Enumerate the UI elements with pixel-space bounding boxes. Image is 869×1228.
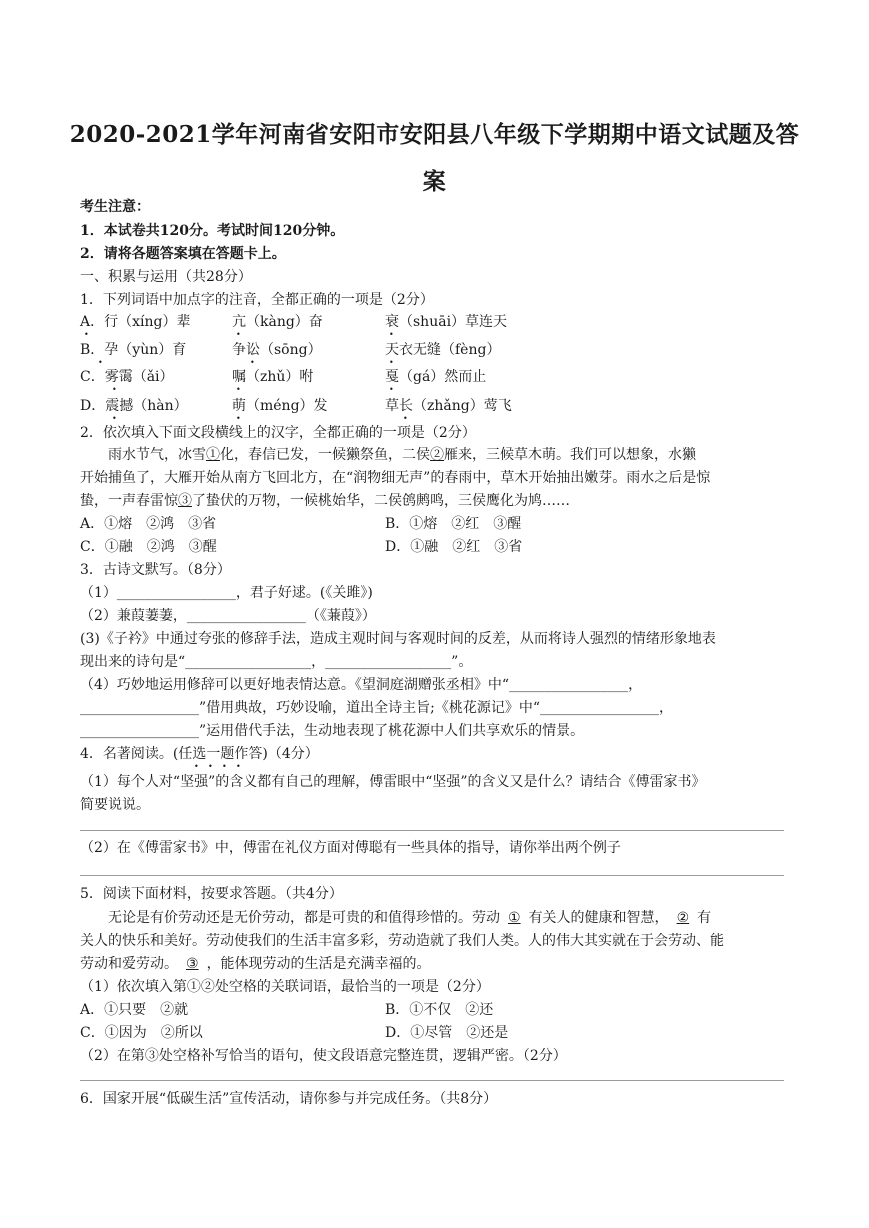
q1-option-a1: A．行（xíng）辈	[80, 314, 191, 330]
q3-item-3-line2: 现出来的诗句是“__________________，__________________”。	[80, 654, 473, 670]
q5-blank-3: ③	[186, 956, 199, 972]
q2-blank-3: ③	[178, 493, 192, 509]
emphasis-dot: •	[236, 414, 241, 423]
emphasis-dot: •	[389, 385, 394, 394]
emphasis-dot: •	[403, 414, 408, 423]
q1-option-c2: 嘱（zhǔ）咐	[232, 369, 314, 385]
q1-option-b1: B．孕（yùn）育	[80, 342, 187, 358]
notice-heading: 考生注意：	[80, 199, 150, 215]
q5-sub2-stem: （2）在第③处空格补写恰当的语句，使文段语意完整连贯，逻辑严密。（2分）	[80, 1048, 567, 1064]
q5-text: ，能体现劳动的生活是充满幸福的。	[206, 956, 431, 972]
q5-option-a: A．①只要 ②就	[80, 1002, 189, 1018]
q5-passage-line2: 关人的快乐和美好。劳动使我们的生活丰富多彩，劳动造就了我们人类。人的伟大其实就在于会劳动、能	[80, 933, 724, 949]
q1-option-b2: 争讼（sōng）	[232, 342, 322, 358]
answer-line	[80, 830, 784, 831]
q3-stem: 3．古诗文默写。（8分）	[80, 562, 231, 578]
q2-text: 蛰，一声春雷惊	[80, 493, 178, 509]
q3-item-4-line2: _________________”借用典故，巧妙设喻，道出全诗主旨;《桃花源记》中“_________________，	[80, 700, 674, 716]
notice-item-2: 2．请将各题答案填在答题卡上。	[80, 246, 286, 262]
q3-item-4-line1: （4）巧妙地运用修辞可以更好地表情达意。《望洞庭湖赠张丞相》中“_________________，	[80, 677, 643, 693]
q5-blank-2: ②	[676, 910, 690, 926]
q5-stem: 5．阅读下面材料，按要求答题。（共4分）	[80, 886, 343, 902]
q2-option-b: B．①熔 ②红 ③醒	[385, 516, 522, 532]
q3-item-3-line1: (3)《子衿》中通过夸张的修辞手法，造成主观时间与客观时间的反差，从而将诗人强烈的情绪形象地表	[80, 631, 716, 647]
document-title-line2: 案	[422, 168, 447, 195]
q4-part1-line2: 简要说说。	[80, 797, 150, 813]
q3-item-1: （1）_________________，君子好逑。(《关雎》)	[80, 585, 373, 601]
emphasis-dot: •	[250, 358, 255, 367]
q5-text: 有关人的健康和智慧，	[528, 910, 669, 926]
q2-passage-line1	[108, 446, 696, 464]
q2-option-d: D．①融 ②红 ③省	[385, 539, 523, 555]
q1-option-c1: C．雾霭（ǎi）	[80, 369, 174, 385]
emphasis-dot: •	[222, 762, 227, 771]
q1-option-b3: 天衣无缝（fèng）	[385, 342, 501, 358]
q2-text: 雁来，三候草木萌。我们可以想象，水獭	[444, 447, 696, 463]
q2-text: 了蛰伏的万物，一候桃始华，二侯鸧鹒鸣，三侯鹰化为鸠……	[192, 493, 570, 509]
q5-text: 有	[697, 910, 712, 926]
q2-blank-2: ②	[430, 447, 444, 463]
emphasis-dot: •	[236, 330, 241, 339]
q1-option-d2: 萌（méng）发	[232, 398, 328, 414]
q1-option-a3: 衰（shuāi）草连天	[385, 314, 508, 330]
q5-passage-line3	[80, 955, 431, 973]
q4-part1-line1: （1）每个人对“坚强”的含义都有自己的理解，傅雷眼中“坚强”的含义又是什么？请结合《傅雷家书》	[80, 774, 706, 790]
q5-option-c: C．①因为 ②所以	[80, 1025, 203, 1041]
q1-option-d3: 草长（zhǎng）莺飞	[385, 398, 512, 414]
q2-option-c: C．①融 ②鸿 ③醒	[80, 539, 217, 555]
section-heading-1: 一、积累与运用（共28分）	[80, 269, 252, 285]
q1-option-d1: D．震撼（hàn）	[80, 398, 188, 414]
q1-option-a2: 亢（kàng）奋	[232, 314, 323, 330]
q4-stem: 4．名著阅读。(任选一题作答)（4分）	[80, 746, 319, 762]
emphasis-dot: •	[389, 358, 394, 367]
q5-option-b: B．①不仅 ②还	[385, 1002, 494, 1018]
q5-option-d: D．①尽管 ②还是	[385, 1025, 509, 1041]
emphasis-dot: •	[194, 762, 199, 771]
q2-passage-line3	[80, 492, 570, 510]
q1-option-c3: 戛（gá）然而止	[385, 369, 487, 385]
q2-text: 雨水节气，冰雪	[108, 447, 206, 463]
notice-item-1: 1．本试卷共120分。考试时间120分钟。	[80, 223, 345, 239]
q3-item-2: （2）兼葭萋萋，_________________（《蒹葭》）	[80, 608, 376, 624]
emphasis-dot: •	[112, 385, 117, 394]
answer-line	[80, 875, 784, 876]
emphasis-dot: •	[84, 330, 89, 339]
q5-blank-1: ①	[508, 910, 521, 926]
emphasis-dot: •	[236, 385, 241, 394]
emphasis-dot: •	[98, 358, 103, 367]
emphasis-dot: •	[208, 762, 213, 771]
emphasis-dot: •	[389, 330, 394, 339]
q2-blank-1: ①	[206, 447, 220, 463]
q2-passage-line2: 开始捕鱼了，大雁开始从南方飞回北方，在“润物细无声”的春雨中，草木开始抽出嫩芽。雨水之后是惊	[80, 470, 711, 486]
q5-passage-line1	[108, 909, 711, 927]
q1-stem: 1．下列词语中加点字的注音，全都正确的一项是（2分）	[80, 292, 434, 308]
document-title-line1: 2020-2021学年河南省安阳市安阳县八年级下学期期中语文试题及答	[69, 121, 800, 148]
emphasis-dot: •	[236, 762, 241, 771]
q4-part2: （2）在《傅雷家书》中，傅雷在礼仪方面对傅聪有一些具体的指导，请你举出两个例子	[80, 840, 621, 856]
emphasis-dot: •	[112, 414, 117, 423]
q2-stem: 2．依次填入下面文段横线上的汉字，全都正确的一项是（2分）	[80, 425, 476, 441]
q5-text: 无论是有价劳动还是无价劳动，都是可贵的和值得珍惜的。劳动	[108, 910, 500, 926]
q2-option-a: A．①熔 ②鸿 ③省	[80, 516, 217, 532]
q2-text: 化，春信已发，一候獭祭鱼，二侯	[220, 447, 430, 463]
q6-stem: 6．国家开展“低碳生活”宣传活动，请你参与并完成任务。（共8分）	[80, 1091, 498, 1107]
q5-sub1-stem: （1）依次填入第①②处空格的关联词语，最恰当的一项是（2分）	[80, 979, 490, 995]
answer-line	[80, 1080, 784, 1081]
q3-item-4-line3: _________________”运用借代手法，生动地表现了桃花源中人们共享欢乐的情景。	[80, 723, 585, 739]
q5-text: 劳动和爱劳动。	[80, 956, 178, 972]
